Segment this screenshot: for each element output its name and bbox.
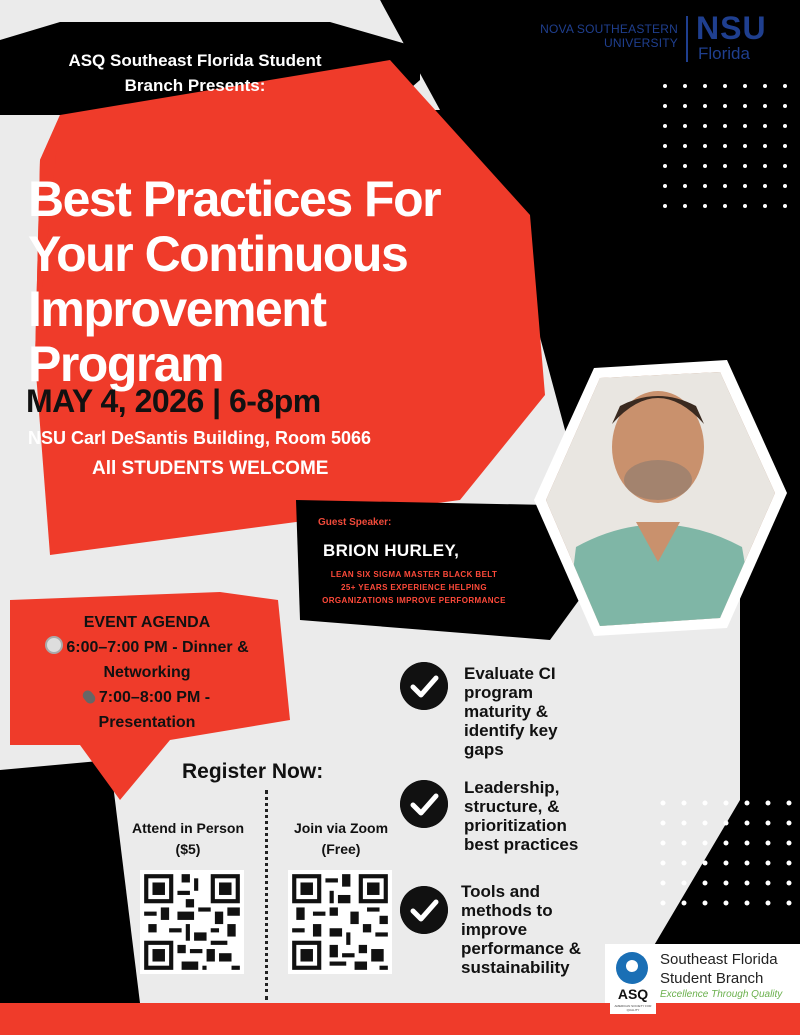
speaker-name: BRION HURLEY, [323,541,460,560]
zoom-label: Join via Zoom (Free) [293,820,389,857]
register-heading: Register Now: [182,760,324,783]
in-person-label: Attend in Person ($5) [131,820,244,857]
event-audience: All STUDENTS WELCOME [92,458,329,479]
speaker-caption: Guest Speaker: [318,517,392,528]
asq-wordmark: ASQ [617,986,649,1002]
speaker-bio-line: 25+ YEARS EXPERIENCE HELPING [341,583,487,592]
nsu-logo [530,10,792,64]
agenda-item: 6:00–7:00 PM - Dinner & [12,635,282,660]
presents-heading: ASQ Southeast Florida Student Branch Presents: [68,51,322,95]
agenda-item: 7:00–8:00 PM - [12,685,282,710]
check-circle-icon [400,780,448,828]
asq-logo [610,950,656,1014]
title-line: Improvement [28,281,326,337]
speaker-bio-line: LEAN SIX SIGMA MASTER BLACK BELT [330,570,498,579]
takeaway-item: Leadership, structure, & prioritization best practices [464,778,579,854]
agenda-item-cont: Networking [103,664,191,681]
plate-icon [45,636,63,654]
speaker-photo [546,372,776,628]
microphone-icon [81,688,98,705]
dot-pattern-bottom [655,795,800,930]
check-circle-icon [400,662,448,710]
zoom-qr-code[interactable] [288,870,392,974]
university-name-line2: UNIVERSITY [603,36,678,50]
speaker-bio [296,568,532,607]
title-line: Program [28,336,224,392]
column-divider [265,790,268,1000]
event-date: MAY 4, 2026 | 6-8pm [26,383,321,419]
university-abbr: NSU [696,10,767,46]
takeaway-item: Tools and methods to improve performance & sustainability [461,882,581,977]
check-circle-icon [400,886,448,934]
title-line: Best Practices For [28,171,441,227]
branch-name: Southeast Florida Student Branch [660,951,778,987]
university-name-line1: NOVA SOUTHEASTERN [540,22,678,36]
title-line: Your Continuous [28,226,408,282]
dot-pattern-top [655,78,795,218]
takeaway-item: Evaluate CI program maturity & identify key gaps [464,664,558,759]
speaker-bio-line: ORGANIZATIONS IMPROVE PERFORMANCE [322,596,506,605]
agenda-heading: EVENT AGENDA [83,614,211,631]
branch-tagline: Excellence Through Quality [660,989,783,1000]
agenda-item-cont: Presentation [98,714,196,731]
university-state: Florida [698,44,750,63]
event-agenda [12,610,282,735]
event-title [28,172,548,392]
event-venue: NSU Carl DeSantis Building, Room 5066 [28,428,372,448]
asq-fullname: AMERICAN SOCIETY FOR QUALITY [614,1004,652,1012]
in-person-qr-code[interactable] [140,870,244,974]
